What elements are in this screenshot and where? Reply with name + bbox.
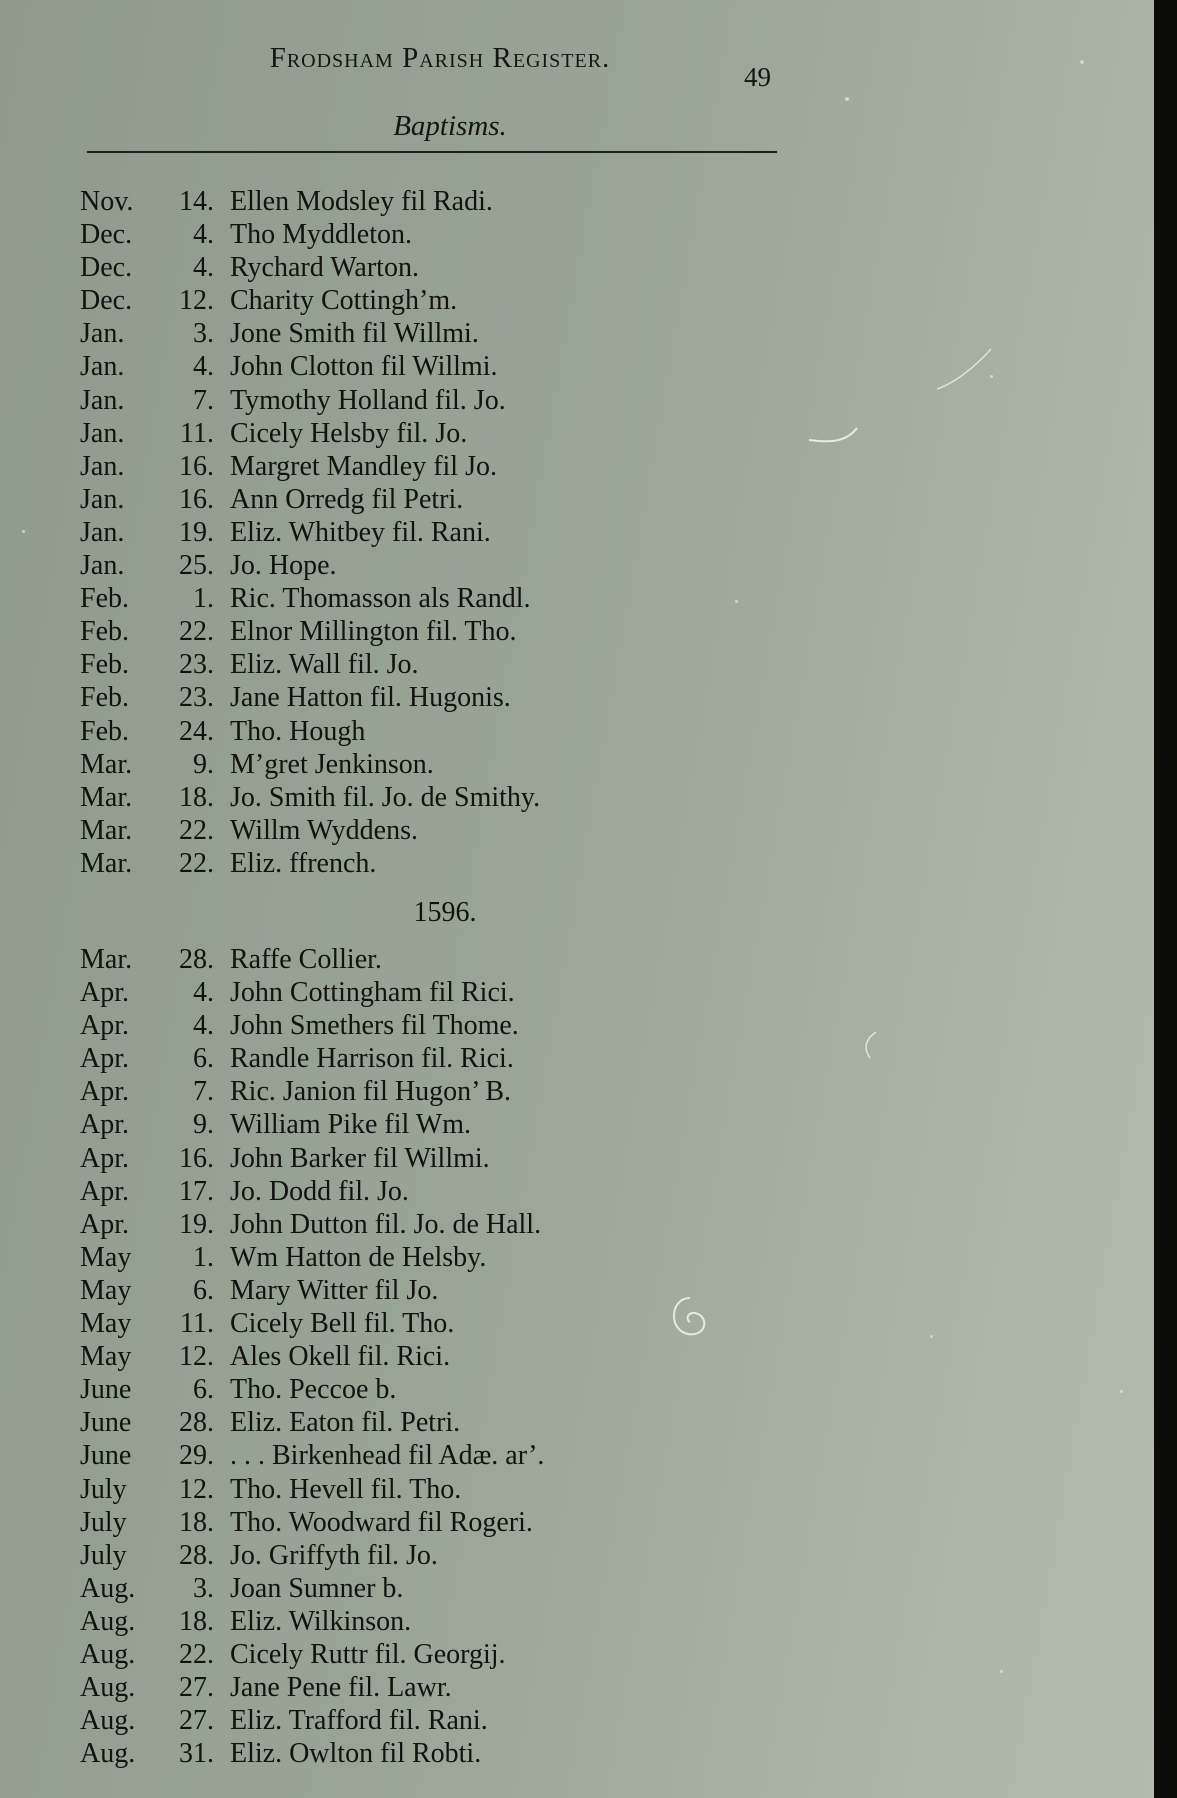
entry-name: Margret Mandley fil Jo. <box>230 450 497 482</box>
baptism-entry <box>80 483 780 516</box>
entry-day: 27. <box>179 1672 214 1704</box>
entry-day: 22. <box>179 616 214 648</box>
baptism-entry <box>80 582 780 615</box>
entry-month: Jan. <box>80 450 125 482</box>
entry-day: 4. <box>193 219 214 251</box>
baptism-entry <box>80 1605 780 1638</box>
entry-day: 28. <box>179 1539 214 1571</box>
baptism-entry <box>80 1208 780 1241</box>
entry-month: Dec. <box>80 285 133 317</box>
entry-day: 9. <box>193 1109 214 1141</box>
entry-month: Jan. <box>80 550 125 582</box>
baptism-entry <box>80 1307 780 1340</box>
entry-name: Jane Hatton fil. Hugonis. <box>230 682 511 714</box>
entry-month: Apr. <box>80 1043 129 1075</box>
entry-day: 18. <box>179 781 214 813</box>
entry-month: Jan. <box>80 351 125 383</box>
baptism-entry <box>80 1108 780 1141</box>
entry-name: Randle Harrison fil. Rici. <box>230 1043 514 1075</box>
paper-fiber <box>860 1030 880 1060</box>
baptism-entry <box>80 251 780 284</box>
entry-day: 4. <box>193 252 214 284</box>
entry-month: Jan. <box>80 483 125 515</box>
page-number: 49 <box>744 62 771 92</box>
entry-month: Jan. <box>80 318 125 350</box>
paper-fiber <box>935 345 995 395</box>
entry-name: Jo. Dodd fil. Jo. <box>230 1175 409 1207</box>
entry-day: 12. <box>179 1341 214 1373</box>
entry-name: Eliz. Eaton fil. Petri. <box>230 1407 461 1439</box>
baptism-entry <box>80 549 780 582</box>
baptism-entry <box>80 1704 780 1737</box>
baptism-entry <box>80 218 780 251</box>
entry-month: Apr. <box>80 1076 129 1108</box>
entry-day: 7. <box>193 1076 214 1108</box>
entry-day: 14. <box>179 186 214 217</box>
entry-month: Aug. <box>80 1638 136 1670</box>
baptism-entry <box>80 450 780 483</box>
entry-day: 19. <box>179 1208 214 1240</box>
entry-day: 6. <box>193 1374 214 1406</box>
entry-month: July <box>80 1539 127 1571</box>
entry-month: Feb. <box>80 682 129 714</box>
entry-name: Eliz. Wilkinson. <box>230 1605 412 1637</box>
baptism-entry <box>80 1473 780 1506</box>
section-subtitle: Baptisms. <box>393 110 507 142</box>
baptism-entry <box>80 748 780 781</box>
entry-month: May <box>80 1274 132 1306</box>
entry-day: 4. <box>193 1010 214 1042</box>
entry-name: Jane Pene fil. Lawr. <box>230 1672 452 1704</box>
entry-name: Willm Wyddens. <box>230 814 418 846</box>
entry-name: Eliz. Owlton fil Robti. <box>230 1738 482 1770</box>
baptism-entry <box>80 350 780 383</box>
entry-name: Ales Okell fil. Rici. <box>230 1341 451 1373</box>
baptism-entry <box>80 284 780 317</box>
baptism-entry <box>80 615 780 648</box>
scan-edge <box>1154 0 1177 1798</box>
baptism-entry <box>80 1340 780 1373</box>
year-heading: 1596. <box>413 897 477 928</box>
entry-month: May <box>80 1241 132 1273</box>
entry-month: Apr. <box>80 1208 129 1240</box>
entry-day: 22. <box>179 814 214 846</box>
entry-day: 4. <box>193 351 214 383</box>
entry-month: Feb. <box>80 616 129 648</box>
entry-name: John Smethers fil Thome. <box>230 1010 519 1042</box>
paper-speck <box>930 1335 933 1338</box>
entry-day: 1. <box>193 1241 214 1273</box>
entry-name: Eliz. Whitbey fil. Rani. <box>230 516 491 548</box>
entry-month: May <box>80 1308 132 1340</box>
entry-day: 25. <box>179 550 214 582</box>
baptism-entry <box>80 1406 780 1439</box>
entry-name: Rychard Warton. <box>230 252 419 284</box>
entry-day: 11. <box>180 1308 214 1340</box>
entry-day: 12. <box>179 1473 214 1505</box>
entry-name: Tymothy Holland fil. Jo. <box>230 384 506 416</box>
entry-month: Mar. <box>80 847 133 879</box>
baptism-list-1596 <box>80 943 780 1770</box>
entry-day: 6. <box>193 1043 214 1075</box>
entry-month: Aug. <box>80 1738 136 1770</box>
entry-day: 18. <box>179 1605 214 1637</box>
entry-name: John Clotton fil Willmi. <box>230 351 498 383</box>
entry-name: Raffe Collier. <box>230 944 382 975</box>
paper-speck <box>1000 1670 1003 1673</box>
entry-month: June <box>80 1374 132 1406</box>
entry-name: Elnor Millington fil. Tho. <box>230 616 517 648</box>
entry-month: Feb. <box>80 649 129 681</box>
baptism-entry <box>80 1175 780 1208</box>
baptism-entry <box>80 1042 780 1075</box>
entry-name: Cicely Ruttr fil. Georgij. <box>230 1638 506 1670</box>
entry-month: Mar. <box>80 748 133 780</box>
entry-month: Apr. <box>80 1142 129 1174</box>
entry-day: 23. <box>179 682 214 714</box>
paper-speck <box>845 97 849 101</box>
baptism-entry <box>80 1075 780 1108</box>
entry-month: Nov. <box>80 186 134 217</box>
header-rule <box>87 151 777 153</box>
paper-speck <box>1120 1390 1123 1393</box>
entry-month: Feb. <box>80 715 129 747</box>
entry-month: July <box>80 1506 127 1538</box>
entry-month: Feb. <box>80 583 129 615</box>
entry-month: June <box>80 1440 132 1472</box>
entry-name: Eliz. Wall fil. Jo. <box>230 649 419 681</box>
entry-month: Aug. <box>80 1672 136 1704</box>
entry-day: 24. <box>179 715 214 747</box>
entry-name: M’gret Jenkinson. <box>230 748 434 780</box>
entry-month: July <box>80 1473 127 1505</box>
entry-name: Tho. Woodward fil Rogeri. <box>230 1506 533 1538</box>
entry-name: Eliz. Trafford fil. Rani. <box>230 1705 488 1737</box>
entry-name: Ellen Modsley fil Radi. <box>230 186 493 217</box>
baptism-entry <box>80 1506 780 1539</box>
baptism-entry <box>80 976 780 1009</box>
entry-name: Jo. Hope. <box>230 550 337 582</box>
entry-month: Aug. <box>80 1705 136 1737</box>
entry-name: John Barker fil Willmi. <box>230 1142 490 1174</box>
baptism-entry <box>80 648 780 681</box>
entry-month: Dec. <box>80 252 133 284</box>
baptism-entry <box>80 1671 780 1704</box>
paper-speck <box>1080 60 1084 64</box>
entry-day: 29. <box>179 1440 214 1472</box>
entry-name: Ric. Thomasson als Randl. <box>230 583 531 615</box>
entry-month: Jan. <box>80 384 125 416</box>
entry-name: Ann Orredg fil Petri. <box>230 483 464 515</box>
entry-day: 6. <box>193 1274 214 1306</box>
entry-month: Apr. <box>80 1175 129 1207</box>
entry-month: Aug. <box>80 1572 136 1604</box>
entry-name: Jone Smith fil Willmi. <box>230 318 479 350</box>
baptism-entry <box>80 185 780 218</box>
baptism-entry <box>80 1572 780 1605</box>
entry-day: 28. <box>179 944 214 975</box>
entry-month: Jan. <box>80 516 125 548</box>
entry-day: 31. <box>179 1738 214 1770</box>
entry-day: 1. <box>193 583 214 615</box>
entry-name: John Cottingham fil Rici. <box>230 977 515 1009</box>
entry-name: Eliz. ffrench. <box>230 847 377 879</box>
entry-day: 17. <box>179 1175 214 1207</box>
entry-name: Tho. Peccoe b. <box>230 1374 397 1406</box>
entry-name: Jo. Griffyth fil. Jo. <box>230 1539 438 1571</box>
baptism-entry <box>80 1274 780 1307</box>
baptism-entry <box>80 317 780 350</box>
baptism-entry <box>80 781 780 814</box>
entry-month: Jan. <box>80 417 125 449</box>
entry-day: 27. <box>179 1705 214 1737</box>
entry-day: 4. <box>193 977 214 1009</box>
entry-name: Mary Witter fil Jo. <box>230 1274 439 1306</box>
baptism-entry <box>80 1638 780 1671</box>
entry-name: Joan Sumner b. <box>230 1572 404 1604</box>
baptism-entry <box>80 1737 780 1770</box>
entry-day: 3. <box>193 1572 214 1604</box>
entry-month: Apr. <box>80 977 129 1009</box>
entry-name: Jo. Smith fil. Jo. de Smithy. <box>230 781 541 813</box>
entry-month: Dec. <box>80 219 133 251</box>
baptism-entry <box>80 847 780 880</box>
entry-day: 11. <box>180 417 214 449</box>
entry-name: Cicely Bell fil. Tho. <box>230 1308 455 1340</box>
entry-month: May <box>80 1341 132 1373</box>
baptism-entry <box>80 384 780 417</box>
entry-day: 16. <box>179 483 214 515</box>
entry-month: Apr. <box>80 1109 129 1141</box>
entry-day: 22. <box>179 847 214 879</box>
entry-month: June <box>80 1407 132 1439</box>
entry-day: 28. <box>179 1407 214 1439</box>
baptism-entry <box>80 516 780 549</box>
entry-month: Mar. <box>80 944 133 975</box>
baptism-entry <box>80 1439 780 1472</box>
entry-name: Tho Myddleton. <box>230 219 412 251</box>
entry-day: 19. <box>179 516 214 548</box>
entry-day: 12. <box>179 285 214 317</box>
entry-name: Ric. Janion fil Hugon’ B. <box>230 1076 512 1108</box>
entry-day: 16. <box>179 1142 214 1174</box>
entry-month: Apr. <box>80 1010 129 1042</box>
baptism-entry <box>80 715 780 748</box>
register-title: Frodsham Parish Register. <box>269 42 611 74</box>
entry-name: William Pike fil Wm. <box>230 1109 471 1141</box>
entry-day: 22. <box>179 1638 214 1670</box>
entry-name: John Dutton fil. Jo. de Hall. <box>230 1208 542 1240</box>
entry-name: . . . Birkenhead fil Adæ. ar’. <box>230 1440 545 1472</box>
baptism-entry <box>80 814 780 847</box>
entry-day: 18. <box>179 1506 214 1538</box>
entry-name: Wm Hatton de Helsby. <box>230 1241 487 1273</box>
paper-speck <box>22 530 25 533</box>
baptism-entry <box>80 1539 780 1572</box>
entry-name: Tho. Hevell fil. Tho. <box>230 1473 462 1505</box>
entry-month: Mar. <box>80 814 133 846</box>
baptism-list-1595 <box>80 185 780 880</box>
baptism-entry <box>80 681 780 714</box>
baptism-entry <box>80 1373 780 1406</box>
entry-day: 9. <box>193 748 214 780</box>
entry-name: Charity Cottingh’m. <box>230 285 458 317</box>
entry-month: Mar. <box>80 781 133 813</box>
entry-name: Cicely Helsby fil. Jo. <box>230 417 468 449</box>
entry-day: 16. <box>179 450 214 482</box>
baptism-entry <box>80 1009 780 1042</box>
baptism-entry <box>80 417 780 450</box>
baptism-entry <box>80 1241 780 1274</box>
entry-day: 23. <box>179 649 214 681</box>
paper-fiber <box>805 420 865 450</box>
baptism-entry <box>80 1142 780 1175</box>
entry-day: 7. <box>193 384 214 416</box>
entry-month: Aug. <box>80 1605 136 1637</box>
entry-day: 3. <box>193 318 214 350</box>
baptism-entry <box>80 943 780 976</box>
entry-name: Tho. Hough <box>230 715 366 747</box>
